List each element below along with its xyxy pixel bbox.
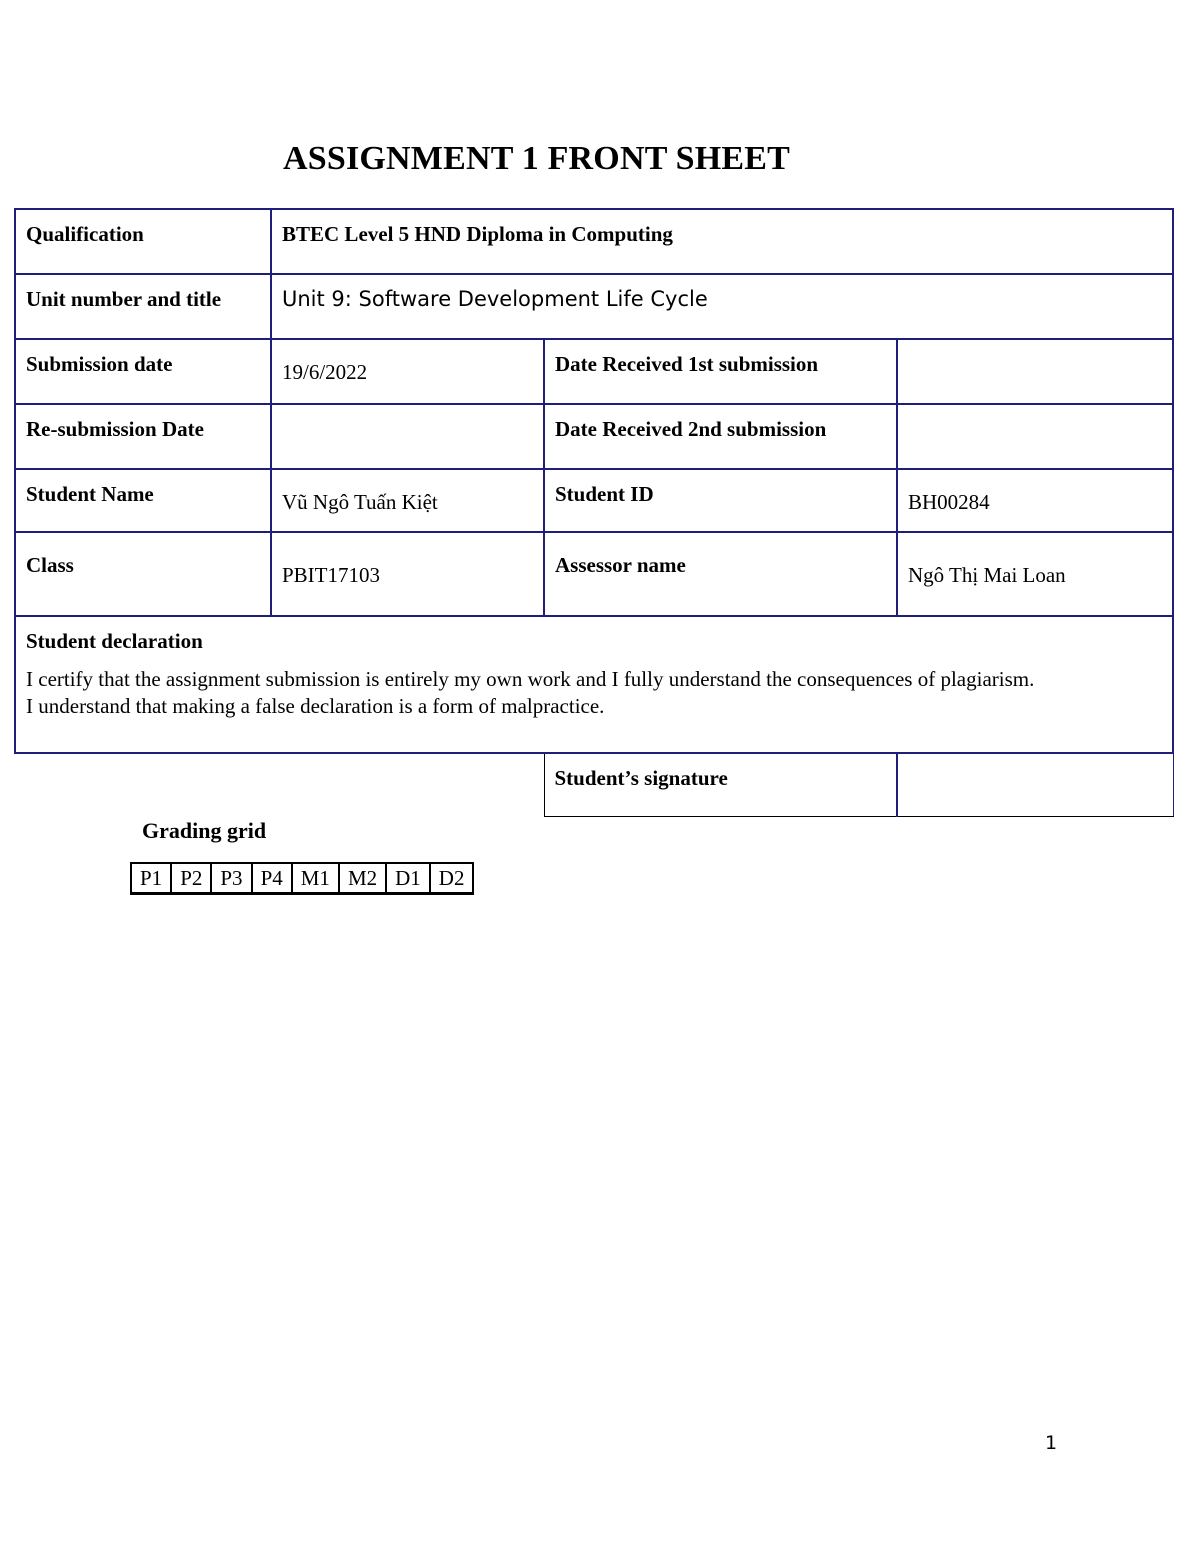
qualification-row: [15, 209, 1173, 274]
unit-value: Unit 9: Software Development Life Cycle: [271, 274, 1173, 339]
class-row: [15, 532, 1173, 616]
grade-cell-p1: P1: [131, 863, 171, 894]
page-title: ASSIGNMENT 1 FRONT SHEET: [283, 140, 791, 177]
grade-cell-d1: D1: [386, 863, 430, 894]
grading-grid: [130, 862, 474, 895]
resubmission-date-value: [271, 404, 544, 469]
signature-value: [897, 753, 1173, 816]
date-received-2-value: [897, 404, 1173, 469]
submission-date-label: Submission date: [15, 339, 271, 404]
assessor-name-label: Assessor name: [544, 532, 897, 616]
qualification-value: BTEC Level 5 HND Diploma in Computing: [271, 209, 1173, 274]
signature-label: Student’s signature: [544, 753, 897, 816]
student-id-value: BH00284: [897, 469, 1173, 532]
signature-row: [15, 753, 1173, 816]
date-received-1-value: [897, 339, 1173, 404]
assessor-name-value: Ngô Thị Mai Loan: [897, 532, 1173, 616]
grade-cell-p2: P2: [171, 863, 211, 894]
page-number: 1: [1045, 1432, 1058, 1454]
class-value: PBIT17103: [271, 532, 544, 616]
unit-label: Unit number and title: [15, 274, 271, 339]
resubmission-row: [15, 404, 1173, 469]
grade-cell-p3: P3: [211, 863, 251, 894]
student-id-label: Student ID: [544, 469, 897, 532]
grade-cell-m2: M2: [339, 863, 386, 894]
resubmission-date-label: Re-submission Date: [15, 404, 271, 469]
student-name-label: Student Name: [15, 469, 271, 532]
qualification-label: Qualification: [15, 209, 271, 274]
unit-row: [15, 274, 1173, 339]
date-received-2-label: Date Received 2nd submission: [544, 404, 897, 469]
declaration-text: [26, 666, 1162, 720]
class-label: Class: [15, 532, 271, 616]
date-received-1-label: Date Received 1st submission: [544, 339, 897, 404]
grade-cell-p4: P4: [252, 863, 292, 894]
grade-cell-m1: M1: [292, 863, 339, 894]
signature-spacer: [15, 753, 544, 816]
front-sheet-table: [14, 208, 1174, 817]
grade-cell-d2: D2: [430, 863, 474, 894]
declaration-line-1: I certify that the assignment submission is entirely my own work and I fully understand the consequences of plagiarism.: [26, 667, 1035, 691]
declaration-label: Student declaration: [26, 629, 203, 653]
submission-row: [15, 339, 1173, 404]
student-row: [15, 469, 1173, 532]
student-name-value: Vũ Ngô Tuấn Kiệt: [271, 469, 544, 532]
submission-date-value: 19/6/2022: [271, 339, 544, 404]
grading-grid-title: Grading grid: [142, 818, 267, 843]
declaration-line-2: I understand that making a false declaration is a form of malpractice.: [26, 694, 605, 718]
student-declaration: [15, 616, 1173, 753]
declaration-row: [15, 616, 1173, 753]
